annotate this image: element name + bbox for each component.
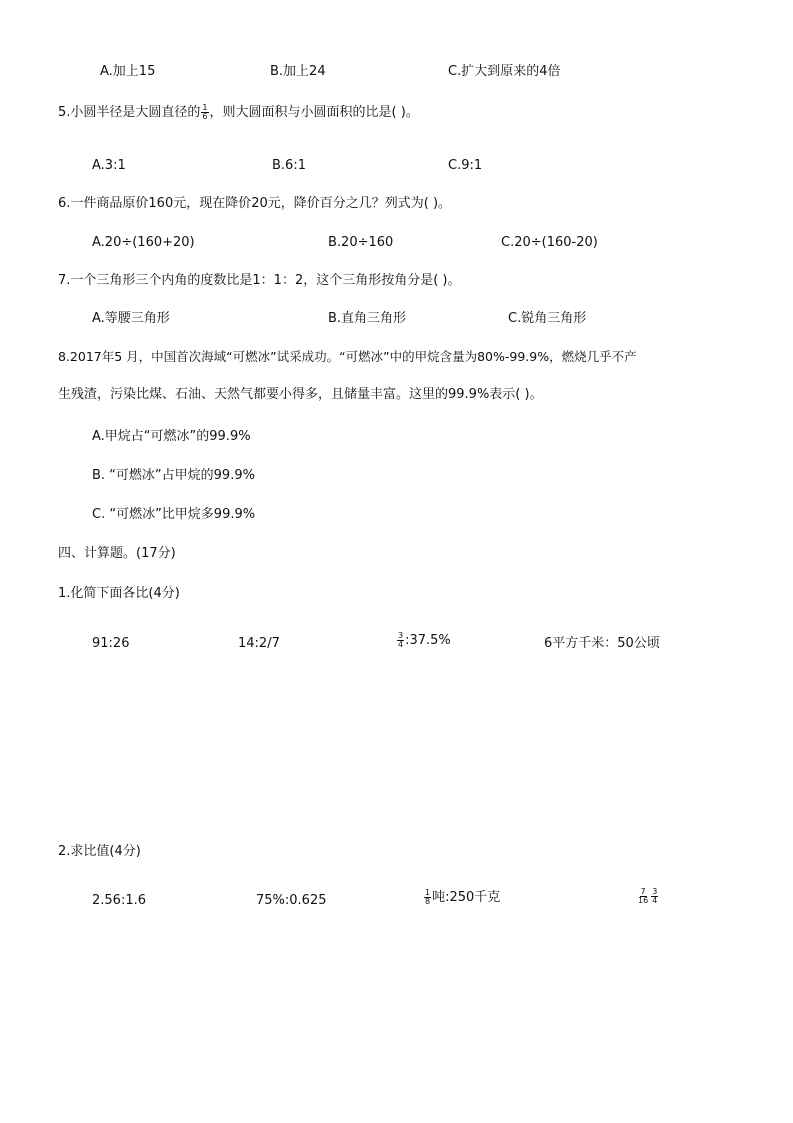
q7-question: 7.一个三角形三个内角的度数比是1：1：2，这个三角形按角分是( )。 [58,273,461,288]
q5-option-b: B.6:1 [272,158,306,173]
q5-option-a: A.3:1 [92,158,126,173]
q5-option-c: C.9:1 [448,158,483,173]
calc2-item-a: 2.56:1.6 [92,893,146,908]
calc2-title: 2.求比值(4分) [58,844,141,859]
calc1-item-c [396,632,451,649]
calc2-item-c [423,889,500,906]
q6-option-c: C.20÷(160-20) [501,235,598,250]
q4-option-c: C.扩大到原来的4倍 [448,64,561,79]
q5-text-before: 5.小圆半径是大圆直径的 [58,105,201,120]
calc1-title: 1.化简下面各比(4分) [58,586,180,601]
calc2-item-c-fraction: $\frac{1}{8}$ [425,888,431,906]
q4-option-b: B.加上24 [270,64,326,79]
calc1-item-a: 91:26 [92,636,130,651]
q5-fraction: $\frac{1}{6}$ [202,103,208,121]
q7-option-c: C.锐角三角形 [508,311,587,326]
q8-option-b: B. “可燃冰”占甲烷的99.9% [92,468,255,483]
q7-option-a: A.等腰三角形 [92,311,170,326]
q6-option-b: B.20÷160 [328,235,394,250]
calc2-item-d [636,888,659,905]
q6-option-a: A.20÷(160+20) [92,235,195,250]
calc2-item-b: 75%:0.625 [256,893,327,908]
q6-question: 6.一件商品原价160元，现在降价20元，降价百分之几？列式为( )。 [58,196,452,211]
q4-option-a: A.加上15 [100,64,156,79]
q5-question [58,104,419,121]
calc1-item-b: 14:2/7 [238,636,280,651]
q7-option-b: B.直角三角形 [328,311,407,326]
calc1-item-d: 6平方千米：50公顷 [544,636,660,651]
q8-question-line2: 生残渣，污染比煤、石油、天然气都要小得多，且储量丰富。这里的99.9%表示( )。 [58,387,543,402]
q8-option-c: C. “可燃冰”比甲烷多99.9% [92,507,256,522]
q5-text-after: ，则大圆面积与小圆面积的比是( )。 [209,105,419,120]
calc2-item-d-fraction-2: $\frac{3}{4}$ [652,887,658,905]
q8-question-line1: 8.2017年5 月，中国首次海域“可燃冰”试采成功。“可燃冰”中的甲烷含量为80%-99.9%，燃烧几乎不产 [58,349,637,364]
calc2-item-d-fraction-1: $\frac{7}{16}$ [638,887,649,905]
calc1-item-c-text: :37.5% [405,633,451,648]
calc1-item-c-fraction: $\frac{3}{4}$ [398,631,404,649]
q8-option-a: A.甲烷占“可燃冰”的99.9% [92,429,251,444]
section-title: 四、计算题。(17分) [58,546,176,561]
calc2-item-c-text: 吨:250千克 [432,890,501,905]
